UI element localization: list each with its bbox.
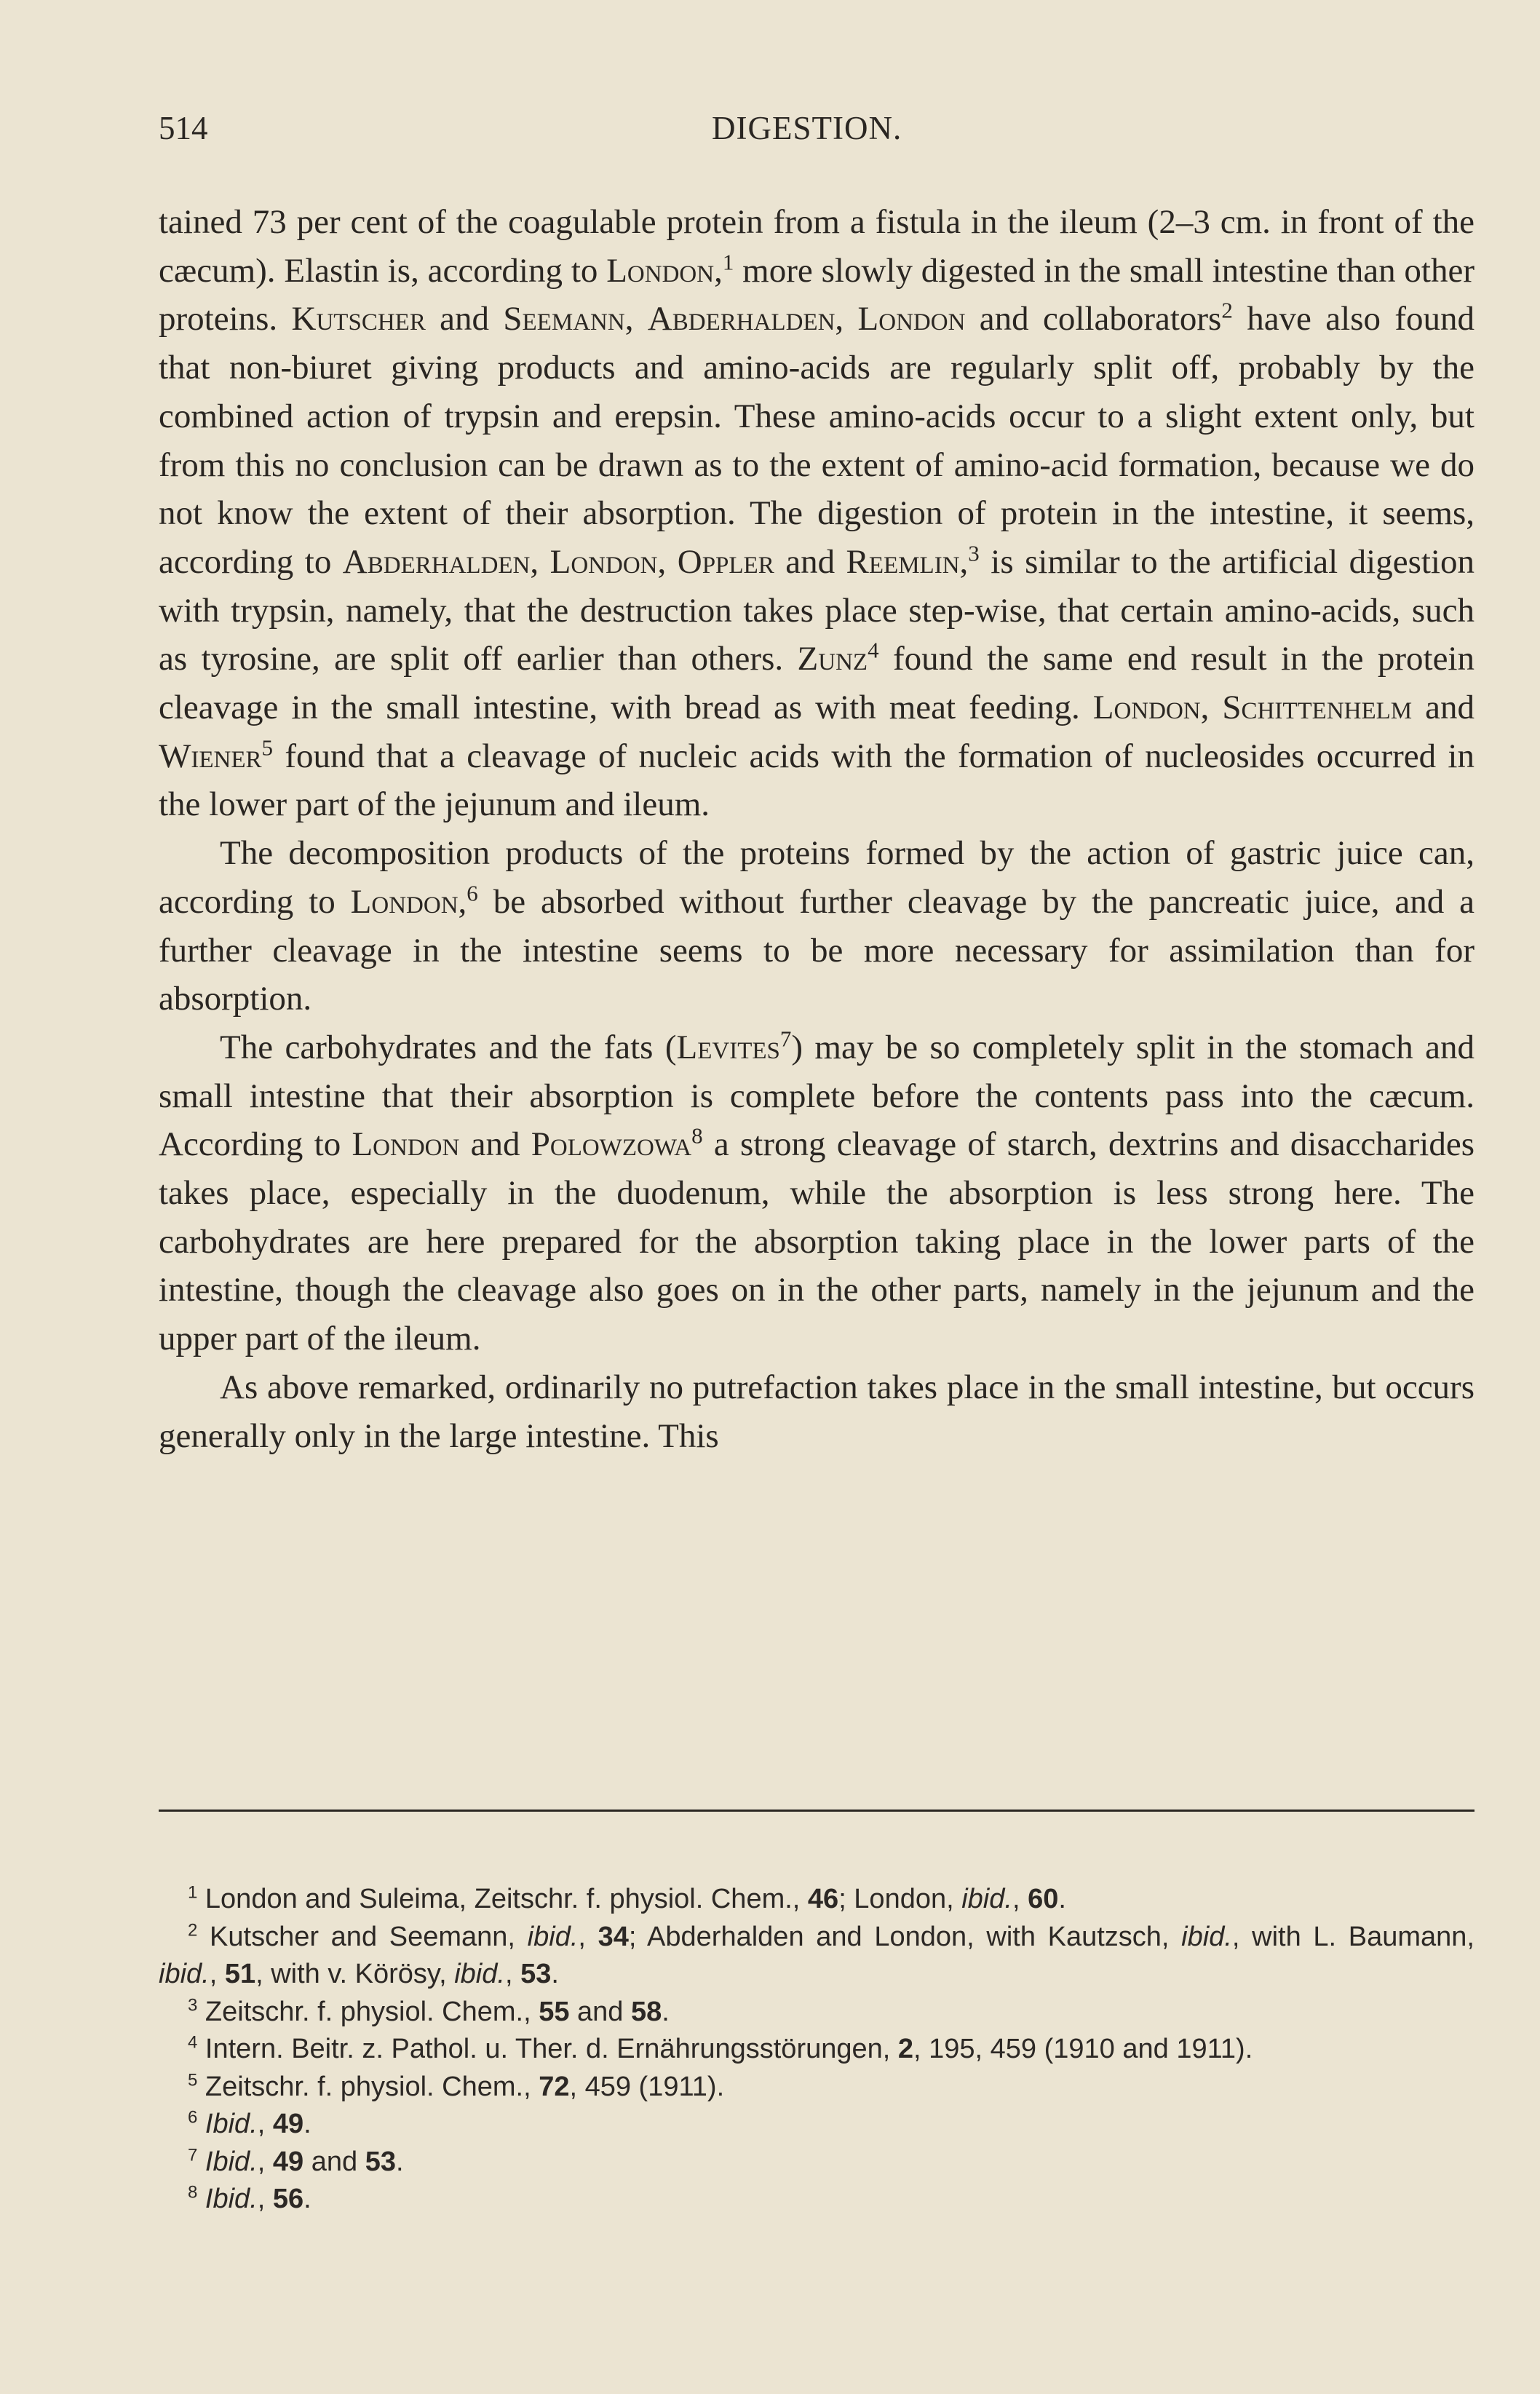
footnote-8: $^8$ Ibid., 56. (188, 2182, 311, 2214)
footnote-rule (159, 1810, 1474, 1812)
body-text (159, 198, 1474, 1460)
paragraph-1: tained 73 per cent of the coagulable protein from a fistula in the ileum (2–3 cm. in front of the cæcum). Elastin is, according to London,$^1$ more slowly digested in the small intestine than other proteins. Kutscher and Seemann, Abderhalden, London and collaborators$^2$ have also found that non-biuret giving products and amino-acids are regularly split off, probably by the combined action of trypsin and erepsin. These amino-acids occur to a slight extent only, but from this no conclusion can be drawn as to the extent of amino-acid formation, because we do not know the extent of their absorption. The digestion of protein in the intestine, it seems, according to Abderhalden, London, Oppler and Reemlin,$^3$ is similar to the artificial digestion with trypsin, namely, that the destruction takes place step-wise, that certain amino-acids, such as tyrosine, are split off earlier than others. Zunz$^4$ found the same end result in the protein cleavage in the small intestine, with bread as with meat feeding. London, Schittenhelm and Wiener$^5$ found that a cleavage of nucleic acids with the formation of nucleosides occurred in the lower part of the jejunum and ileum. (159, 203, 1474, 824)
paragraph-3: The carbohydrates and the fats (Levites$^7$) may be so completely split in the stomach and small intestine that their absorption is complete before the contents pass into the cæcum. According to London and Polowzowa$^8$ a strong cleavage of starch, dextrins and disaccharides takes place, especially in the duodenum, while the absorption is less strong here. The carbohydrates are here prepared for the absorption taking place in the lower parts of the intestine, though the cleavage also goes on in the other parts, namely in the jejunum and the upper part of the ileum. (159, 1026, 1474, 1358)
page-number: 514 (159, 110, 208, 146)
paragraph-4: As above remarked, ordinarily no putrefaction takes place in the small intestine, but occurs generally only in the large intestine. This (159, 1368, 1474, 1455)
paragraph-2: The decomposition products of the proteins formed by the action of gastric juice can, according to London,$^6$ be absorbed without further cleavage by the pancreatic juice, and a further cleavage in the intestine seems to be more necessary for assimilation than for absorption. (159, 834, 1474, 1018)
footnotes (159, 1881, 1474, 2219)
footnote-1: $^1$ London and Suleima, Zeitschr. f. physiol. Chem., 46; London, ibid., 60. (188, 1882, 1066, 1914)
running-title: DIGESTION. (712, 110, 902, 146)
footnote-3: $^3$ Zeitschr. f. physiol. Chem., 55 and 58. (188, 1994, 670, 2027)
footnote-2: $^2$ Kutscher and Seemann, ibid., 34; Abderhalden and London, with Kautzsch, ibid., with L. Baumann, ibid., 51, with v. Körösy, ibid., 53. (159, 1919, 1474, 1989)
footnote-6: $^6$ Ibid., 49. (188, 2107, 311, 2139)
footnote-5: $^5$ Zeitschr. f. physiol. Chem., 72, 459 (1911). (188, 2069, 725, 2102)
running-header (159, 102, 1440, 160)
footnote-7: $^7$ Ibid., 49 and 53. (188, 2144, 404, 2177)
footnote-4: $^4$ Intern. Beitr. z. Pathol. u. Ther. d. Ernährungsstörungen, 2, 195, 459 (1910 and 1911). (188, 2032, 1253, 2064)
